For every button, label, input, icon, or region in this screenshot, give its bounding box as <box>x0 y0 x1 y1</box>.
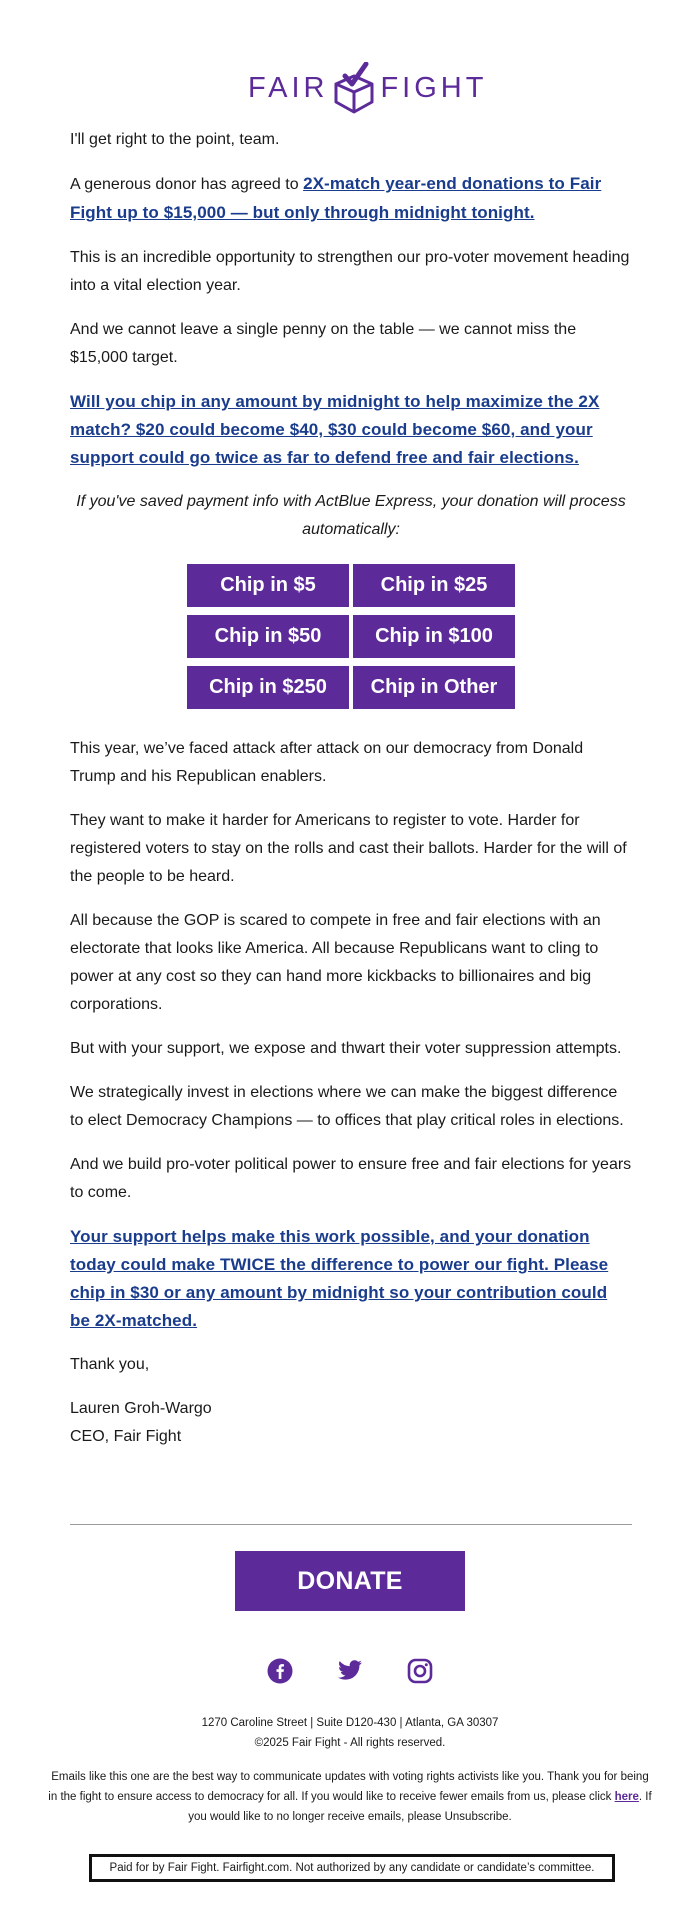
paragraph-invest: We strategically invest in elections where we can make the biggest difference to elect Democracy Champions — to offices that play critical roles in elections. <box>70 1084 624 1129</box>
paragraph-donor-match <box>70 170 632 228</box>
chip-ask-link[interactable]: Will you chip in any amount by midnight to help maximize the 2X match? $20 could become $40, $30 could become $60, and your support could go twice as far to defend free and fair elections. <box>70 392 600 467</box>
social-links <box>0 1658 700 1684</box>
signer-title: CEO, Fair Fight <box>70 1428 182 1445</box>
paragraph-gop: All because the GOP is scared to compete in free and fair elections with an electorate that looks like America. All because Republicans want to cling to power at any cost so they can hand more kickbacks to billionaires and big corporations. <box>70 912 601 1013</box>
chip-other-button[interactable]: Chip in Other <box>353 666 515 709</box>
footer-divider <box>70 1524 632 1525</box>
chip-50-button[interactable]: Chip in $50 <box>187 615 349 658</box>
twitter-icon[interactable] <box>337 1658 363 1684</box>
paragraph-target: And we cannot leave a single penny on the table — we cannot miss the $15,000 target. <box>70 321 577 366</box>
chip-25-button[interactable]: Chip in $25 <box>353 564 515 607</box>
fine-print-part-1: Emails like this one are the best way to communicate updates with voting rights activists like you. Thank you for being in the fight to ensure access to democracy for all. If you would like to receive fewer emails from us, please click <box>48 1771 649 1803</box>
paragraph-attacks: This year, we’ve faced attack after attack on our democracy from Donald Trump and his Republican enablers. <box>70 740 584 785</box>
chip-5-button[interactable]: Chip in $5 <box>187 564 349 607</box>
actblue-express-note: If you've saved payment info with ActBlue Express, your donation will process automatically: <box>76 493 626 538</box>
fair-fight-logo[interactable] <box>248 60 487 116</box>
paragraph-chip-ask <box>70 388 632 472</box>
donate-button[interactable]: DONATE <box>235 1551 465 1611</box>
email-preferences-note <box>48 1767 652 1827</box>
donor-match-text: A generous donor has agreed to <box>70 176 304 193</box>
paragraph-intro: I'll get right to the point, team. <box>70 131 280 148</box>
paragraph-build-power: And we build pro-voter political power to ensure free and fair elections for years to come. <box>70 1156 632 1201</box>
sign-off: Thank you, <box>70 1356 150 1373</box>
match-donation-link[interactable]: 2X-match year-end donations to Fair Fight up to $15,000 — but only through midnight tonight. <box>70 174 602 222</box>
paid-for-disclaimer: Paid for by Fair Fight. Fairfight.com. Not authorized by any candidate or candidate’s committee. <box>89 1854 615 1882</box>
email-body <box>70 126 632 1451</box>
chip-250-button[interactable]: Chip in $250 <box>187 666 349 709</box>
logo-word-fight: FIGHT <box>380 71 488 104</box>
signer-name: Lauren Groh-Wargo <box>70 1400 212 1417</box>
mailing-address: 1270 Caroline Street | Suite D120-430 | Atlanta, GA 30307 <box>201 1717 499 1729</box>
chip-button-grid <box>70 564 632 709</box>
paragraph-final-ask <box>70 1223 632 1335</box>
final-ask-link[interactable]: Your support helps make this work possible, and your donation today could make TWICE the difference to power our fight. Please chip in $30 or any amount by midnight so your contribution could be 2X-matched. <box>70 1227 609 1330</box>
fine-print-part-2: . If you would like to no longer receive emails, please Unsubscribe. <box>188 1791 652 1823</box>
logo-word-fair: FAIR <box>248 71 329 104</box>
ballot-box-icon <box>332 62 376 114</box>
paragraph-harder: They want to make it harder for Americans to register to vote. Harder for registered voters to stay on the rolls and cast their ballots. Harder for the will of the people to be heard. <box>70 812 627 885</box>
facebook-icon[interactable] <box>267 1658 293 1684</box>
paragraph-opportunity: This is an incredible opportunity to strengthen our pro-voter movement heading into a vital election year. <box>70 249 630 294</box>
fewer-emails-link[interactable]: here <box>614 1791 639 1803</box>
chip-100-button[interactable]: Chip in $100 <box>353 615 515 658</box>
paragraph-expose: But with your support, we expose and thwart their voter suppression attempts. <box>70 1040 622 1057</box>
instagram-icon[interactable] <box>407 1658 433 1684</box>
copyright: ©2025 Fair Fight - All rights reserved. <box>254 1737 446 1749</box>
